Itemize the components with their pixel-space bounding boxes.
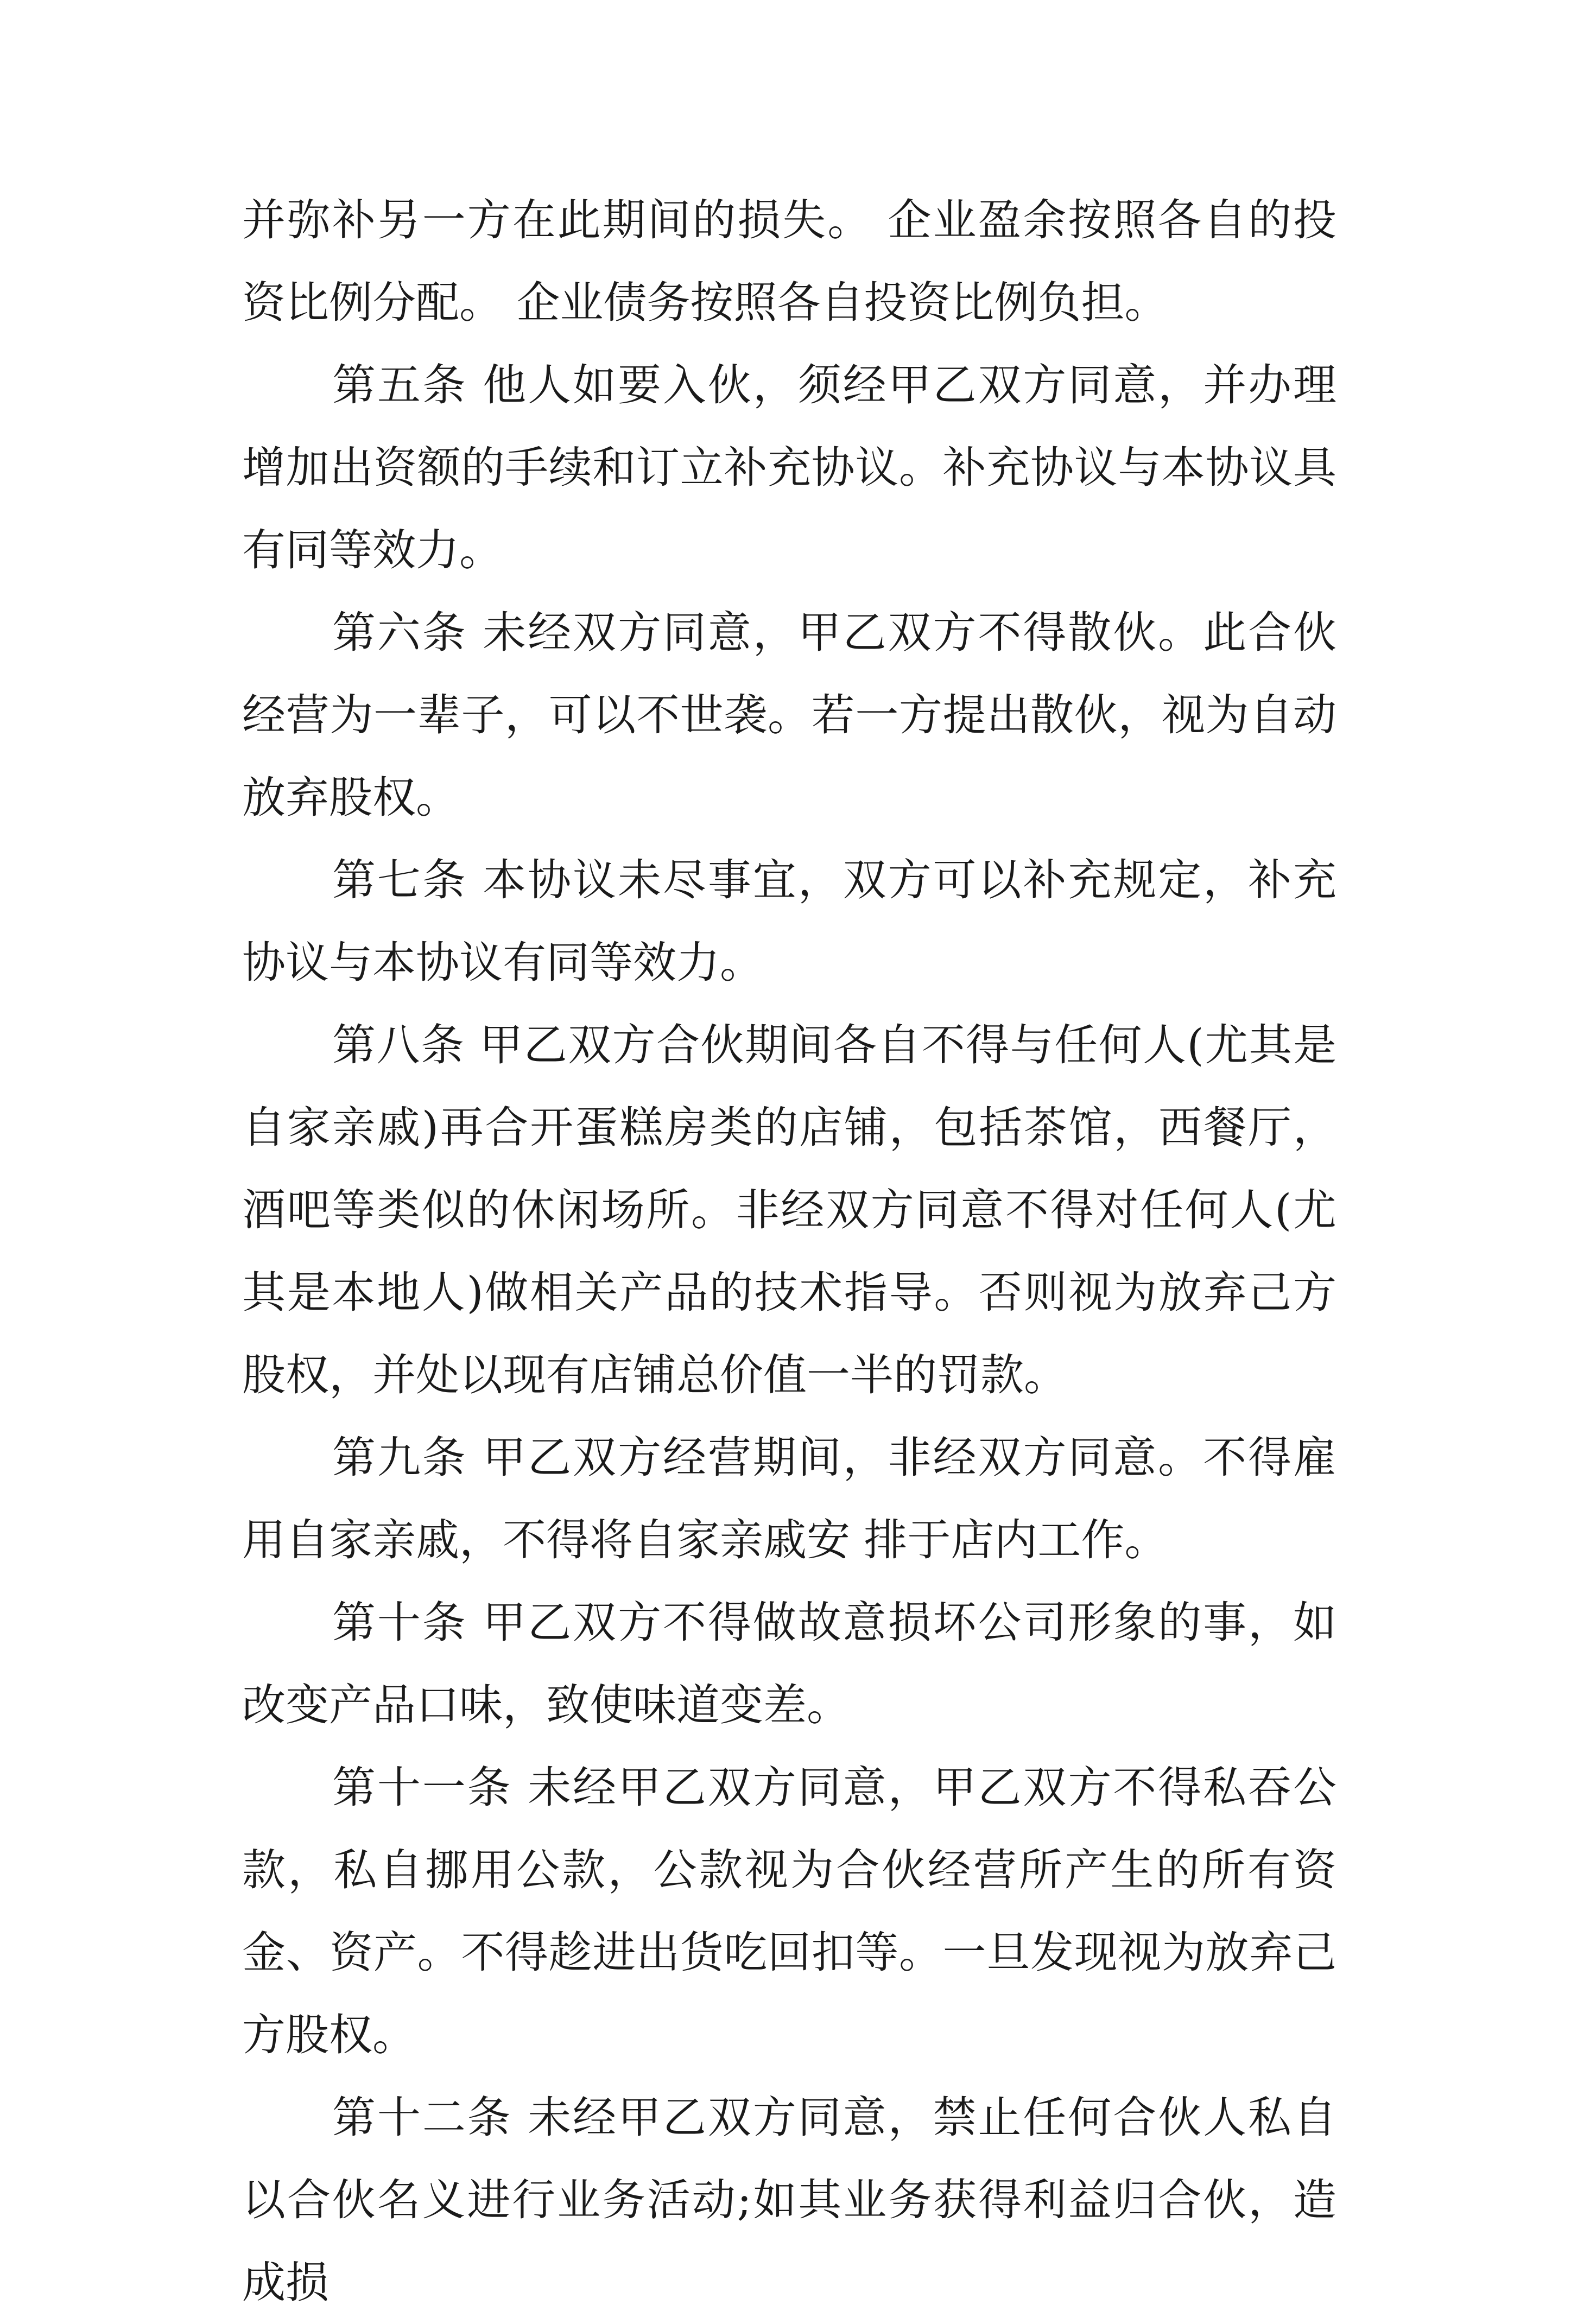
- paragraph-article-8: 第八条 甲乙双方合伙期间各自不得与任何人(尤其是自家亲戚)再合开蛋糕房类的店铺，包括茶馆，西餐厅，酒吧等类似的休闲场所。非经双方同意不得对任何人(尤其是本地人)做相关产品的技术指导。否则视为放弃己方股权，并处以现有店铺总价值一半的罚款。: [242, 1020, 1336, 1400]
- paragraph-article-6: 第六条 未经双方同意，甲乙双方不得散伙。此合伙经营为一辈子，可以不世袭。若一方提出散伙，视为自动放弃股权。: [242, 607, 1336, 823]
- paragraph-article-10: 第十条 甲乙双方不得做故意损坏公司形象的事，如改变产品口味，致使味道变差。: [242, 1597, 1336, 1730]
- paragraph-article-5: 第五条 他人如要入伙，须经甲乙双方同意，并办理增加出资额的手续和订立补充协议。补充协议与本协议具有同等效力。: [242, 360, 1336, 575]
- document-body: [242, 179, 1336, 2324]
- paragraph-article-12: 第十二条 未经甲乙双方同意，禁止任何合伙人私自以合伙名义进行业务活动;如其业务获得利益归合伙，造成损: [242, 2092, 1336, 2308]
- paragraph-continuation: 并弥补另一方在此期间的损失。 企业盈余按照各自的投资比例分配。 企业债务按照各自投资比例负担。: [242, 195, 1336, 328]
- paragraph-article-11: 第十一条 未经甲乙双方同意，甲乙双方不得私吞公款，私自挪用公款，公款视为合伙经营所产生的所有资金、资产。不得趁进出货吃回扣等。一旦发现视为放弃己方股权。: [242, 1762, 1336, 2060]
- paragraph-article-9: 第九条 甲乙双方经营期间，非经双方同意。不得雇用自家亲戚，不得将自家亲戚安 排于店内工作。: [242, 1432, 1336, 1565]
- paragraph-article-7: 第七条 本协议未尽事宜，双方可以补充规定，补充协议与本协议有同等效力。: [242, 855, 1336, 988]
